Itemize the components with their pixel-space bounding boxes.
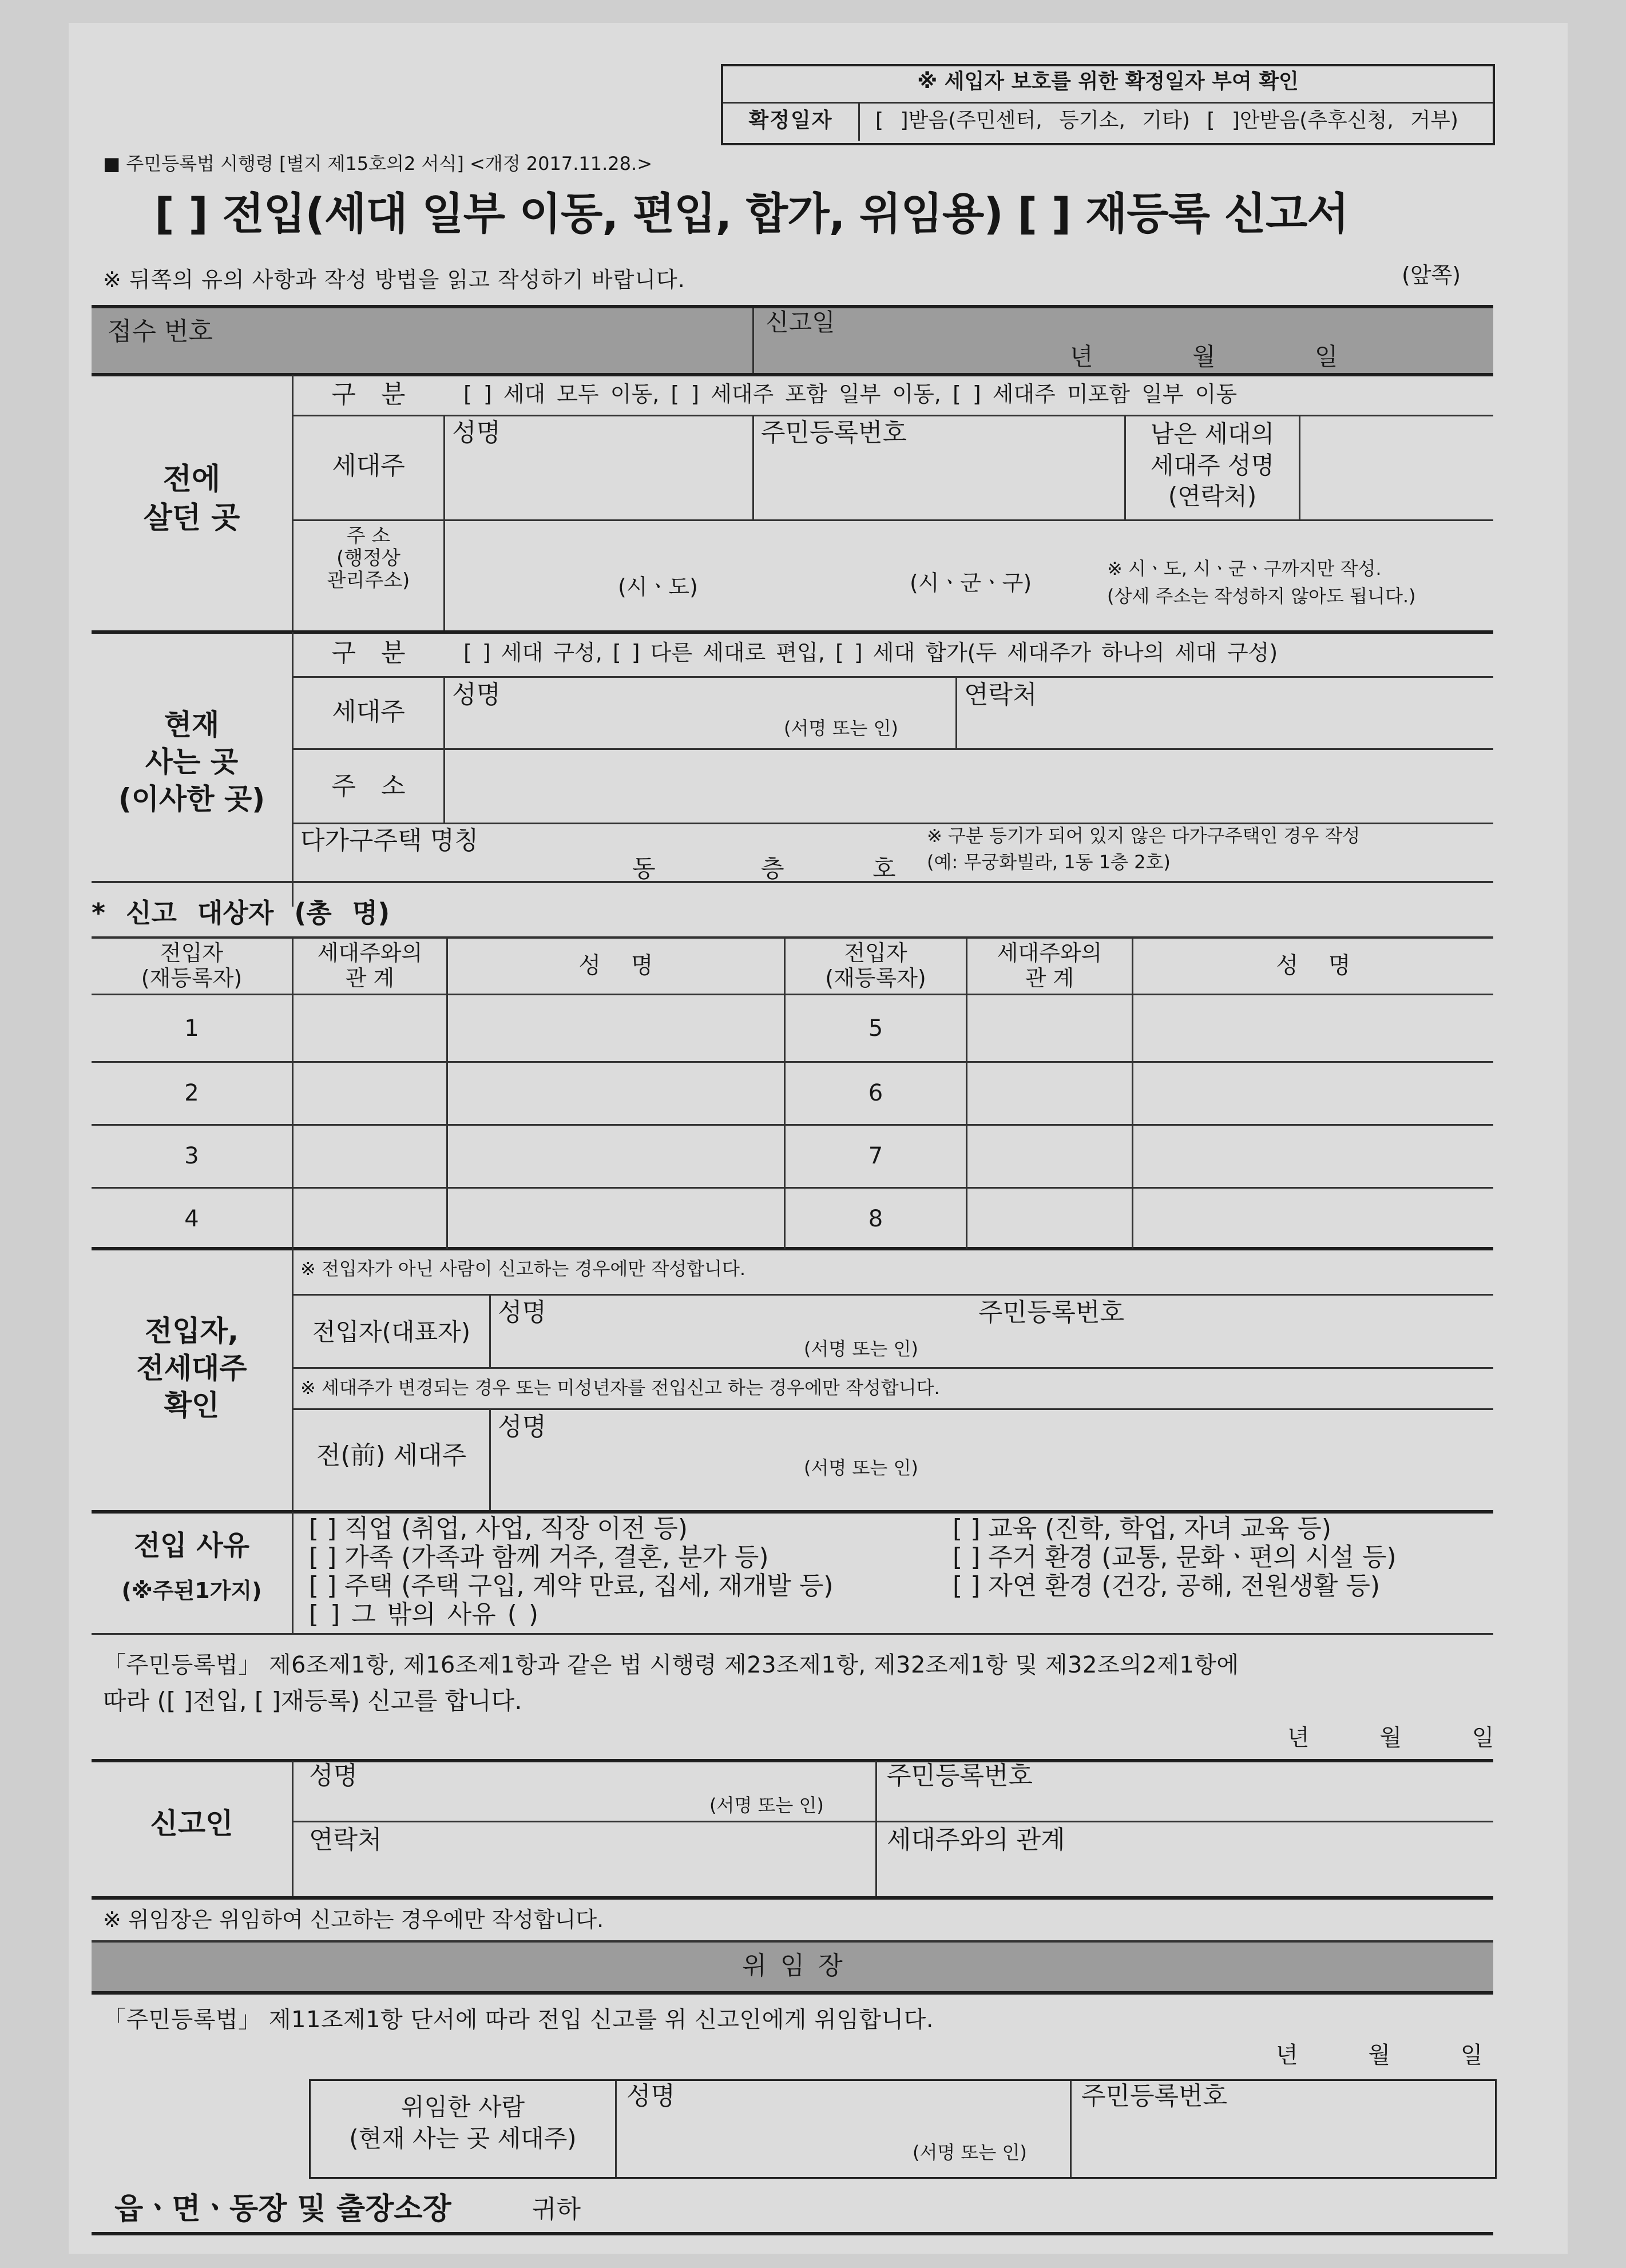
delegation-note: ※ 위임장은 위임하여 신고하는 경우에만 작성합니다. (103, 1907, 604, 1932)
delegator-sign-hint[interactable]: (서명 또는 인) (913, 2142, 1027, 2163)
page-side: (앞쪽) (1402, 263, 1461, 288)
previous-address-note: ※ 시ㆍ도, 시ㆍ군ㆍ구까지만 작성. (상세 주소는 작성하지 않아도 됩니다.) (1107, 558, 1416, 607)
current-head-label: 세대주 (332, 697, 405, 726)
current-residence-section: 현재 사는 곳 (이사한 곳) (118, 708, 265, 816)
current-name-label: 성명 (452, 680, 501, 709)
col-mover-right: 전입자 (재등록자) (825, 940, 926, 991)
statement-line-1: 「주민등록법」 제6조제1항, 제16조제1항과 같은 법 시행령 제23조제1항, 제32조제1항 및 제32조의2제1항에 (103, 1652, 1239, 1678)
confirmation-label: 확정일자 (748, 109, 833, 132)
previous-type-label: 구 분 (331, 380, 406, 409)
move-reason-note: (※주된1가지) (121, 1578, 262, 1603)
representative-name-label: 성명 (498, 1298, 547, 1327)
report-date-label: 신고일 (766, 308, 835, 336)
previous-head-sign-hint[interactable]: (서명 또는 인) (804, 1457, 918, 1479)
form-sheet (69, 23, 1568, 2254)
confirmation-options[interactable]: [ ]받음(주민센터, 등기소, 기타) [ ]안받음(추후신청, 거부) (875, 109, 1458, 132)
multi-unit-note: ※ 구분 등기가 되어 있지 않은 다가구주택인 경우 작성 (예: 무궁화빌라, 1동 1층 2호) (927, 825, 1361, 873)
confirmation-box-title: ※ 세입자 보호를 위한 확정일자 부여 확인 (917, 70, 1299, 93)
reporter-section: 신고인 (150, 1807, 233, 1840)
confirm-note-1: ※ 전입자가 아닌 사람이 신고하는 경우에만 작성합니다. (300, 1258, 746, 1280)
table-row-8[interactable]: 8 (868, 1206, 883, 1232)
table-row-4[interactable]: 4 (184, 1206, 199, 1232)
previous-sigungu[interactable]: (시ㆍ군ㆍ구) (910, 570, 1032, 595)
current-address-label: 주 소 (331, 772, 406, 801)
reason-natural-env[interactable]: [ ] 자연 환경 (건강, 공해, 전원생활 등) (953, 1571, 1381, 1600)
multi-unit-house-label: 다가구주택 명칭 (300, 826, 479, 855)
current-type-options[interactable]: [ ] 세대 구성, [ ] 다른 세대로 편입, [ ] 세대 합가(두 세대주가 하나의 세대 구성) (463, 640, 1278, 665)
previous-residence-section: 전에 살던 곳 (143, 462, 240, 535)
previous-type-options[interactable]: [ ] 세대 모두 이동, [ ] 세대주 포함 일부 이동, [ ] 세대주 미포함 일부 이동 (463, 382, 1238, 407)
delegator-label: 위임한 사람 (현재 사는 곳 세대주) (349, 2093, 577, 2152)
reason-education[interactable]: [ ] 교육 (진학, 학업, 자녀 교육 등) (953, 1514, 1332, 1543)
delegator-rrn-label: 주민등록번호 (1081, 2082, 1228, 2111)
receipt-number-label: 접수 번호 (108, 317, 213, 346)
table-row-1[interactable]: 1 (184, 1015, 199, 1042)
delegation-date-units[interactable]: 년 월 일 (1276, 2042, 1483, 2068)
col-name-left: 성 명 (578, 952, 653, 979)
move-reason-section: 전입 사유 (133, 1530, 250, 1562)
current-contact-label: 연락처 (964, 680, 1037, 709)
previous-address-label: 주 소 (행정상 관리주소) (327, 525, 410, 593)
reporter-name-label: 성명 (309, 1761, 358, 1790)
table-row-3[interactable]: 3 (184, 1143, 199, 1169)
previous-sido[interactable]: (시ㆍ도) (618, 574, 698, 599)
col-name-right: 성 명 (1276, 952, 1351, 979)
previous-head-label: 세대주 (332, 451, 405, 480)
col-relation-left: 세대주와의 관 계 (317, 940, 423, 991)
targets-heading[interactable]: * 신고 대상자 (총 명) (92, 897, 390, 928)
statement-line-2[interactable]: 따라 ([ ]전입, [ ]재등록) 신고를 합니다. (103, 1687, 522, 1715)
reason-other[interactable]: [ ] 그 밖의 사유 ( ) (309, 1600, 539, 1629)
current-sign-hint[interactable]: (서명 또는 인) (784, 717, 898, 739)
remaining-household-head-label: 남은 세대의 세대주 성명 (연락처) (1150, 420, 1275, 511)
table-row-2[interactable]: 2 (184, 1080, 199, 1106)
previous-rrn-label: 주민등록번호 (761, 418, 907, 447)
representative-label: 전입자(대표자) (312, 1318, 471, 1346)
addressee-suffix: 귀하 (532, 2195, 581, 2224)
previous-name-label: 성명 (452, 418, 501, 447)
form-title: [ ] 전입(세대 일부 이동, 편입, 합가, 위임용) [ ] 재등록 신고서 (154, 188, 1349, 239)
delegation-text: 「주민등록법」 제11조제1항 단서에 따라 전입 신고를 위 신고인에게 위임합니다. (103, 2007, 934, 2033)
ho-label[interactable]: 호 (873, 855, 896, 883)
report-date-units[interactable]: 년 월 일 (1070, 343, 1338, 371)
reason-job[interactable]: [ ] 직업 (취업, 사업, 직장 이전 등) (309, 1514, 688, 1543)
table-row-6[interactable]: 6 (868, 1080, 883, 1106)
reporter-contact-label: 연락처 (309, 1825, 382, 1854)
delegation-title: 위 임 장 (742, 1951, 843, 1980)
reporter-relation-label: 세대주와의 관계 (887, 1825, 1065, 1854)
col-relation-right: 세대주와의 관 계 (997, 940, 1102, 991)
previous-head-name-label: 성명 (498, 1412, 547, 1441)
floor-label[interactable]: 층 (761, 855, 784, 883)
representative-sign-hint[interactable]: (서명 또는 인) (804, 1338, 918, 1360)
statement-date-units[interactable]: 년 월 일 (1287, 1725, 1494, 1751)
reason-housing[interactable]: [ ] 주택 (주택 구입, 계약 만료, 집세, 재개발 등) (309, 1571, 834, 1600)
reporter-rrn-label: 주민등록번호 (887, 1761, 1033, 1790)
representative-rrn-label: 주민등록번호 (978, 1298, 1125, 1327)
current-type-label: 구 분 (331, 638, 406, 668)
instruction-notice: ※ 뒤쪽의 유의 사항과 작성 방법을 읽고 작성하기 바랍니다. (103, 267, 685, 292)
col-mover-left: 전입자 (재등록자) (141, 940, 243, 991)
delegator-name-label: 성명 (626, 2082, 676, 2111)
table-row-5[interactable]: 5 (868, 1015, 883, 1042)
confirm-note-2: ※ 세대주가 변경되는 경우 또는 미성년자를 전입신고 하는 경우에만 작성합니다. (300, 1377, 940, 1399)
addressee-office: 읍ㆍ면ㆍ동장 및 출장소장 (114, 2192, 451, 2226)
reason-family[interactable]: [ ] 가족 (가족과 함께 거주, 결혼, 분가 등) (309, 1543, 769, 1572)
previous-head-confirm-label: 전(前) 세대주 (316, 1441, 467, 1470)
reporter-sign-hint[interactable]: (서명 또는 인) (709, 1794, 824, 1816)
form-reference: ■ 주민등록법 시행령 [별지 제15호의2 서식] <개정 2017.11.28.> (103, 153, 653, 174)
confirm-section: 전입자, 전세대주 확인 (136, 1314, 247, 1422)
reason-living-env[interactable]: [ ] 주거 환경 (교통, 문화ㆍ편의 시설 등) (953, 1543, 1397, 1572)
table-row-7[interactable]: 7 (868, 1143, 883, 1169)
dong-label[interactable]: 동 (632, 855, 656, 883)
